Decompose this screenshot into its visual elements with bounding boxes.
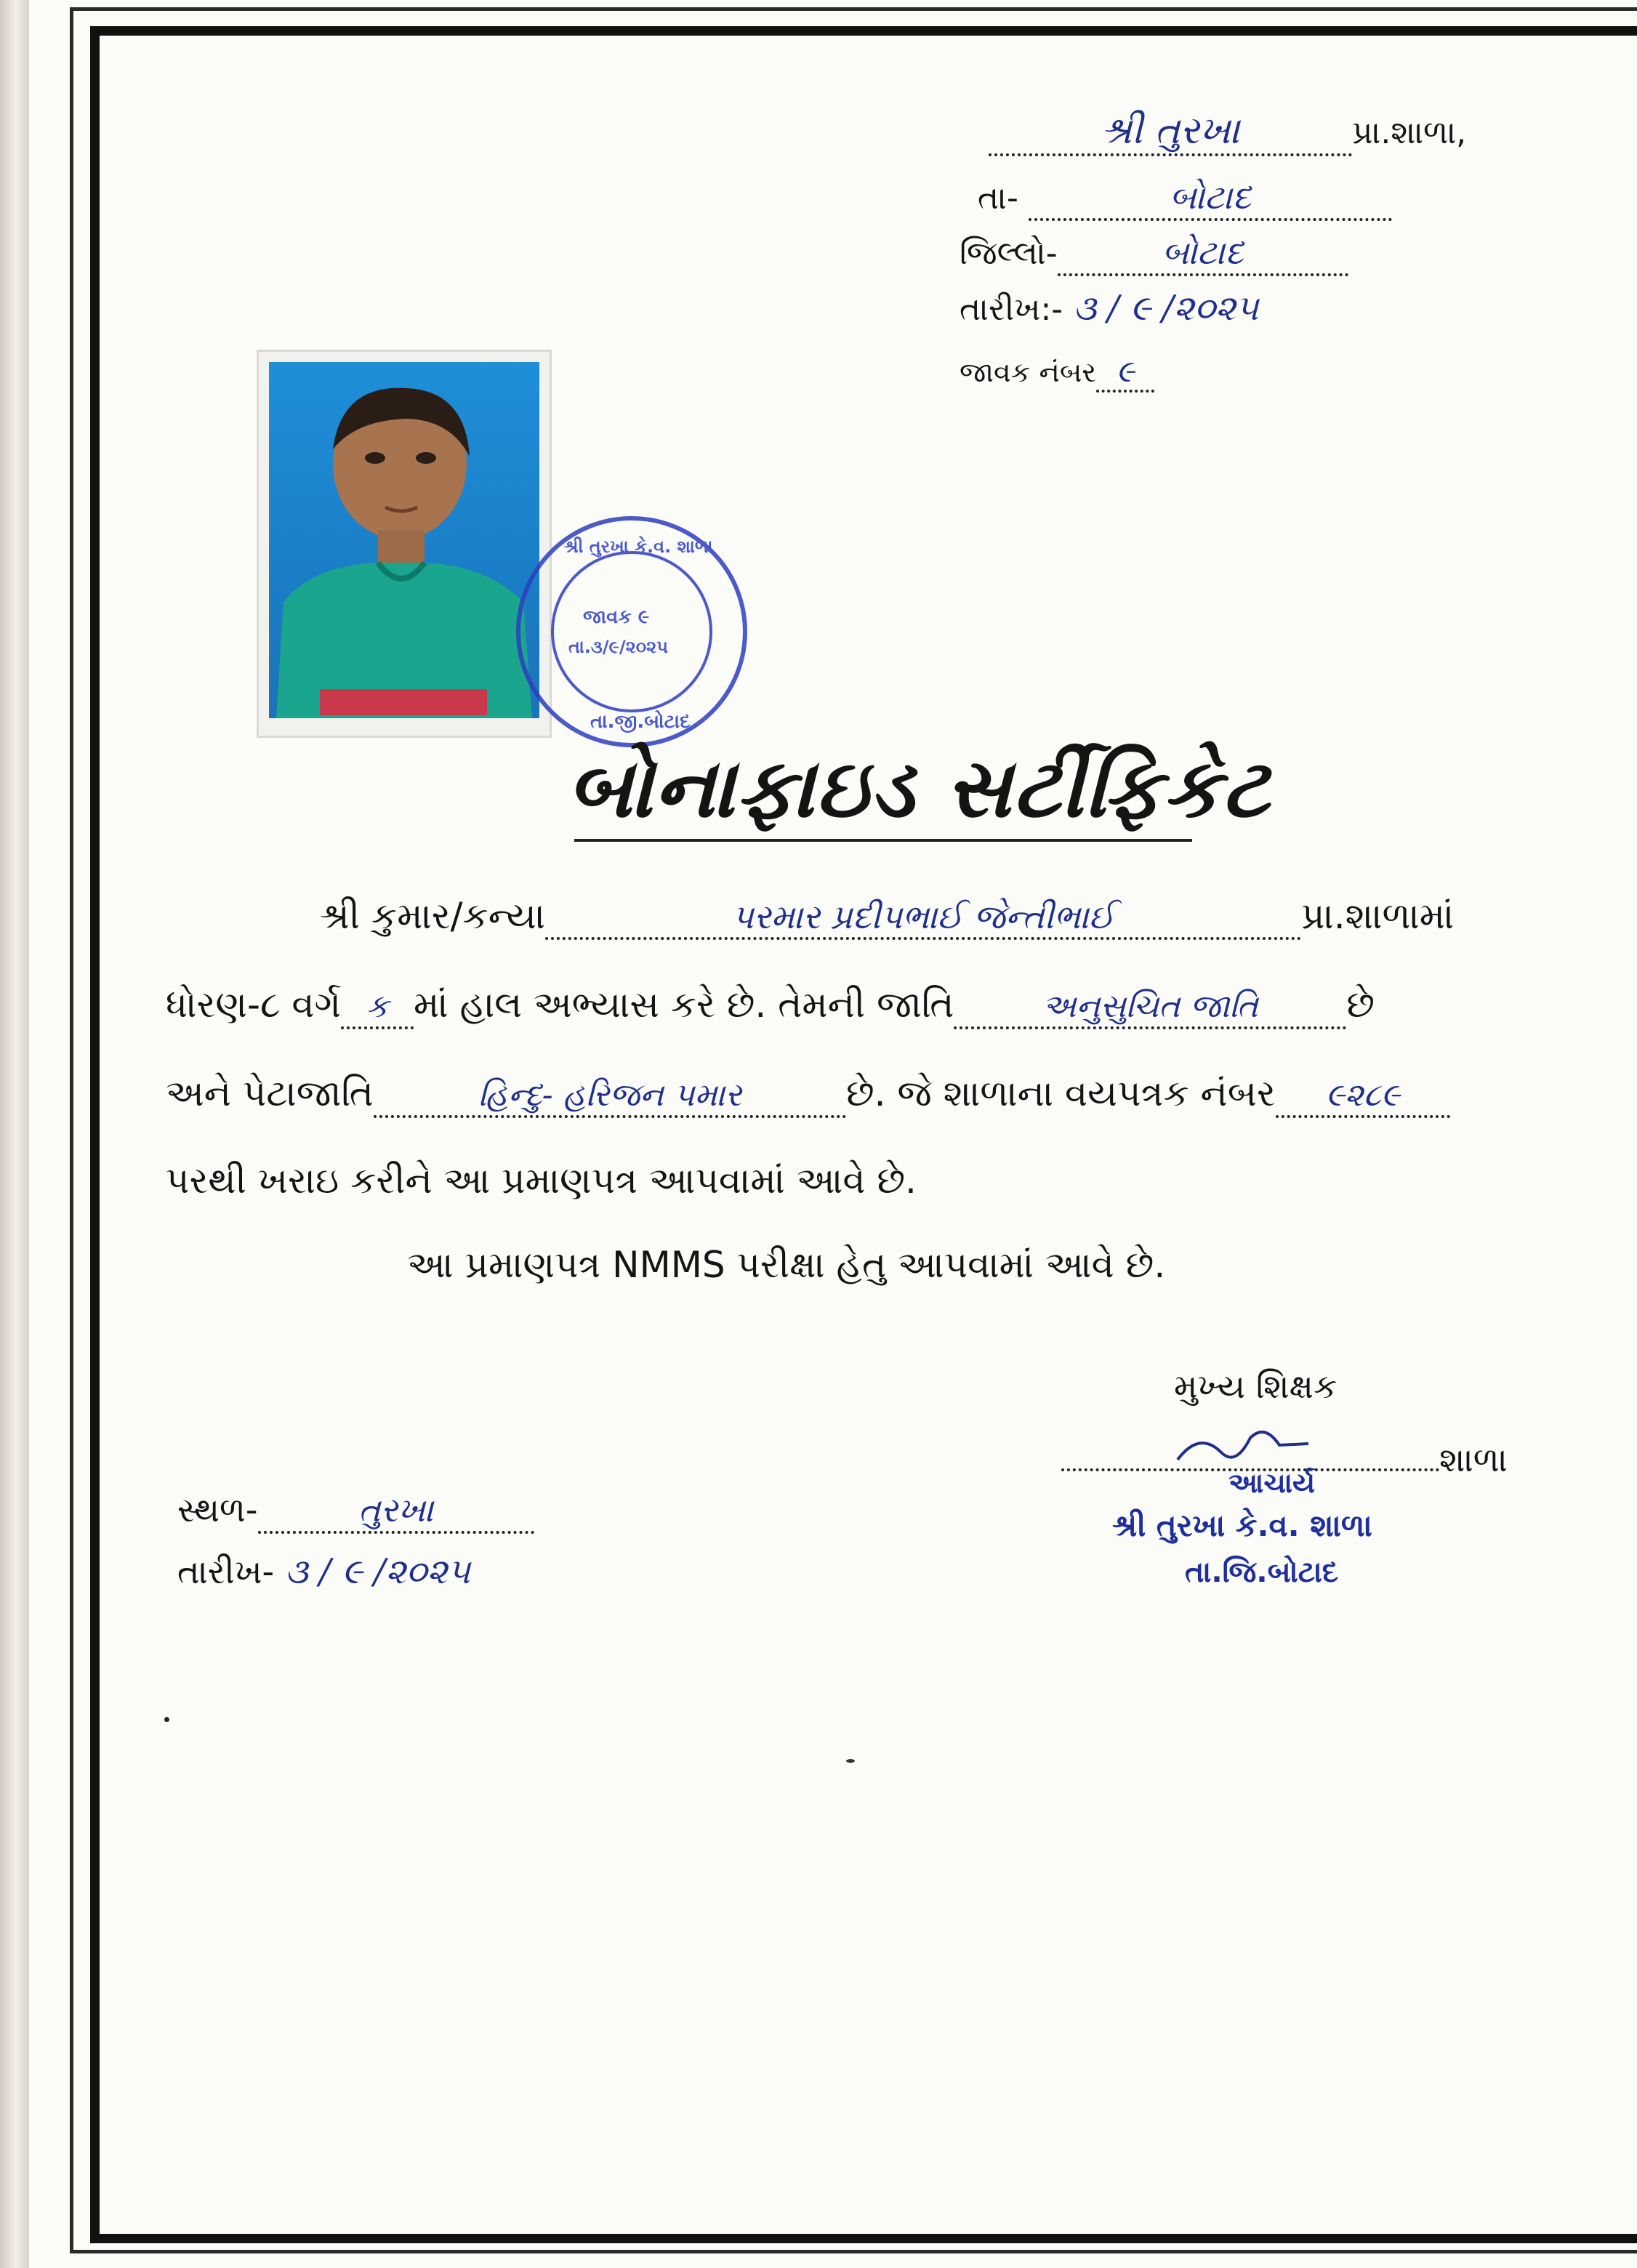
school-prefix: શ્રી (1101, 109, 1143, 153)
outward-value: ૯ (1096, 353, 1154, 393)
stamp-school: શ્રી તુરખા કે.વ. શાળા (1112, 1508, 1372, 1543)
certificate-title: બોનાફાઇડ સર્ટીફિકેટ (567, 741, 1271, 836)
school-suffix-text: પ્રા.શાળામાં (1301, 895, 1455, 937)
school-suffix: પ્રા.શાળા, (1352, 114, 1467, 151)
standard-label: ધોરણ-૮ વર્ગ (166, 984, 342, 1026)
body-line-3 (166, 1071, 1450, 1118)
body-line-4: પરથી ખરાઇ કરીને આ પ્રમાણપત્ર આપવામાં આવે છે. (166, 1159, 917, 1202)
line2-suffix: છે (1346, 984, 1375, 1026)
footer-date-label: તારીખ- (177, 1552, 275, 1591)
stamp-place: તા.જિ.બોટાદ (1185, 1556, 1339, 1589)
school-name: તુરખા (1154, 109, 1240, 153)
title-underline (574, 839, 1192, 842)
caste-value: અનુસુચિત જાતિ (954, 988, 1346, 1029)
footer-date-value: ૩ / ૯ /૨૦૨૫ (284, 1551, 471, 1592)
subcaste-label: અને પેટાજાતિ (166, 1072, 374, 1114)
student-portrait-image (269, 362, 539, 718)
kumar-kanya-label: શ્રી કુમાર/કન્યા (320, 895, 546, 937)
signature-school-suffix: શાળા (1439, 1440, 1508, 1479)
seal-inner-line2: તા.૩/૯/૨૦૨૫ (568, 637, 669, 657)
district-value: બોટાદ (1058, 233, 1348, 276)
seal-bottom-text: તા.જી.બોટાદ (590, 711, 691, 733)
stamp-role: આચાર્ય (1228, 1467, 1316, 1499)
date-label: તારીખ:- (960, 291, 1063, 328)
ink-dot (164, 1717, 169, 1722)
seal-ring-text: શ્રી તુરખા કે.વ. શાળા (564, 536, 713, 557)
footer-date-line (177, 1551, 470, 1593)
school-line (989, 109, 1466, 156)
seal-inner-line1: જાવક ૯ (583, 606, 650, 628)
head-teacher-title: મુખ્ય શિક્ષક (1174, 1367, 1338, 1406)
signature-scribble (1170, 1423, 1316, 1467)
place-label: સ્થળ- (177, 1490, 258, 1529)
ink-mark (846, 1759, 855, 1763)
school-seal (516, 516, 747, 747)
place-value: તુરખા (258, 1490, 534, 1534)
outward-label: જાવક નંબર (960, 356, 1097, 388)
date-value: ૩ / ૯ /૨૦૨૫ (1073, 288, 1259, 329)
class-value: ક (341, 988, 414, 1029)
body-line-5: આ પ્રમાણપત્ર NMMS પરીક્ષા હેતુ આપવામાં આવે છે. (407, 1244, 1166, 1286)
register-text: છે. જે શાળાના વયપત્રક નંબર (845, 1072, 1276, 1114)
student-name: પરમાર પ્રદીપભાઈ જેન્તીભાઈ (545, 897, 1301, 940)
taluka-label: તા- (978, 180, 1018, 217)
register-number: ૯૨૮૯ (1276, 1077, 1450, 1118)
taluka-value: બોટાદ (1029, 177, 1392, 221)
body-line-1 (320, 894, 1454, 940)
subcaste-value: હિન્દુ- હરિજન પમાર (374, 1077, 846, 1118)
district-label: જિલ્લો- (960, 235, 1058, 272)
studying-text: માં હાલ અભ્યાસ કરે છે. તેમની જાતિ (414, 984, 954, 1026)
date-line (960, 288, 1258, 329)
taluka-line (978, 177, 1392, 221)
place-line (177, 1490, 534, 1534)
body-line-2 (166, 983, 1375, 1029)
district-line (960, 233, 1348, 276)
student-photo (259, 352, 550, 736)
outward-line (960, 353, 1154, 393)
